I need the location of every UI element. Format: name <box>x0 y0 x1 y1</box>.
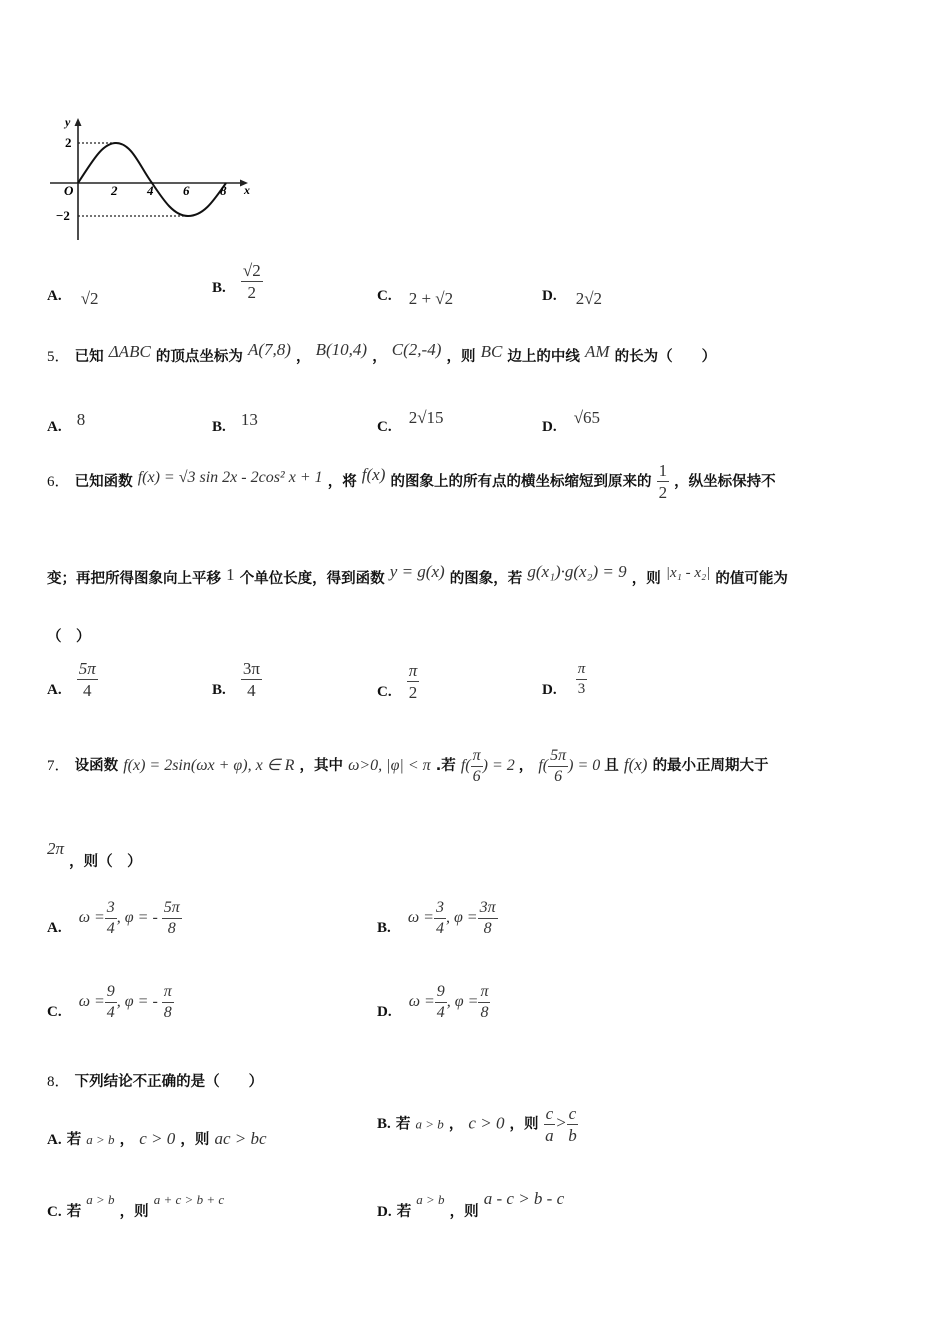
q7-function-def: f(x) = 2sin(ωx + φ), x ∈ R <box>123 757 295 775</box>
fraction-denominator: 4 <box>435 920 444 937</box>
q5-option-a[interactable] <box>47 410 86 435</box>
q5-point-b: B(10,4) <box>315 340 368 359</box>
q7-text-2: ，其中 <box>299 758 343 775</box>
option-text: ，则 <box>509 1116 539 1133</box>
option-label: D. <box>542 288 557 304</box>
option-text: 若 <box>396 1204 412 1220</box>
fraction-numerator: 5π <box>162 900 182 919</box>
q5-option-b[interactable] <box>212 410 258 435</box>
option-math-2: a + c > b + c <box>153 1192 225 1207</box>
option-value: 2√2 <box>575 289 603 308</box>
option-math-1: a > b <box>86 1192 115 1207</box>
fraction-numerator: π <box>471 748 483 767</box>
q5-text-4: 边上的中线 <box>507 349 580 365</box>
fraction-denominator: 6 <box>554 768 563 785</box>
option-value: √65 <box>573 408 601 427</box>
q4-option-b[interactable] <box>212 262 263 301</box>
q8-option-c[interactable] <box>47 1188 225 1220</box>
option-value: 13 <box>240 410 258 429</box>
fraction-denominator: 2 <box>658 483 668 502</box>
option-label: A. <box>47 419 62 435</box>
x-tick-6: 6 <box>183 183 190 198</box>
sine-graph <box>40 112 270 247</box>
q6-option-b[interactable] <box>212 660 262 699</box>
option-math-3: ac > bc <box>214 1129 267 1148</box>
fraction-numerator: 3 <box>434 900 446 919</box>
q7-condition: ω>0, |φ| < π <box>348 757 431 775</box>
q7-text-4: 且 <box>604 758 619 775</box>
q4-option-c[interactable] <box>377 285 454 308</box>
fraction-numerator: π <box>408 661 418 680</box>
option-label: C. <box>47 1204 62 1220</box>
sine-curve <box>78 143 226 216</box>
option-fraction <box>576 662 588 697</box>
option-label: D. <box>377 1204 392 1220</box>
q7-text-5: 的最小正周期大于 <box>652 758 769 775</box>
q5-sep-2: ， <box>372 349 387 365</box>
q5-side-bc: BC <box>480 342 503 361</box>
option-label: A. <box>47 920 62 937</box>
q7-option-a[interactable] <box>47 900 182 937</box>
option-label: C. <box>47 1004 62 1021</box>
fraction-c-over-a <box>544 1105 556 1144</box>
omega-fraction <box>105 984 117 1021</box>
fraction-denominator: 2 <box>247 283 257 302</box>
q7-f1-pre: f( <box>460 757 471 775</box>
y-tick-neg2: −2 <box>56 208 70 223</box>
option-label: D. <box>542 419 557 435</box>
q6-stem-line2 <box>47 562 788 588</box>
q6-abs-diff: |x₁ - x₂| <box>665 565 711 581</box>
q7-f2-post: ) = 0 <box>568 757 601 775</box>
q6-text-7: 的图象，若 <box>449 571 523 587</box>
fraction-numerator: 3π <box>478 900 498 919</box>
phi-fraction <box>478 900 498 937</box>
fraction-denominator: 8 <box>483 920 492 937</box>
q6-condition: g(x₁)·g(x₂) = 9 <box>527 562 627 581</box>
fraction-denominator: 3 <box>577 681 586 697</box>
fraction-denominator: 4 <box>106 1004 115 1021</box>
q8-text: 下列结论不正确的是（ ） <box>74 1074 264 1090</box>
q7-text-3: .若 <box>435 758 456 775</box>
option-math-2: a - c > b - c <box>483 1189 565 1208</box>
q5-median-am: AM <box>584 342 610 361</box>
omega-fraction <box>435 984 447 1021</box>
fraction-numerator: π <box>478 984 490 1003</box>
option-label: B. <box>212 280 226 296</box>
option-math-3 <box>544 1104 579 1145</box>
option-label: B. <box>212 419 226 435</box>
option-math-1: a > b <box>416 1192 445 1207</box>
question-number: 8． <box>47 1074 70 1090</box>
option-text: ，则 <box>449 1204 479 1220</box>
q6-function-def: f(x) = √3 sin 2x - 2cos² x + 1 <box>137 469 323 486</box>
fraction-numerator: π <box>162 984 174 1003</box>
option-fraction <box>407 662 420 701</box>
option-label: A. <box>47 288 62 304</box>
question-number: 7． <box>47 758 70 775</box>
fraction-numerator: √2 <box>242 261 261 280</box>
option-value: ω = $\frac{9}{4}$ , φ = - $\frac{\pi}{8}$ <box>78 983 172 1021</box>
q6-option-a[interactable] <box>47 660 98 699</box>
q5-point-c: C(2,-4) <box>391 340 442 359</box>
q7-text-1: 设函数 <box>74 758 119 775</box>
q5-text-3: ，则 <box>446 349 476 365</box>
fraction-denominator: 8 <box>480 1004 489 1021</box>
omega-fraction <box>434 900 446 937</box>
option-text: ， <box>119 1132 135 1148</box>
q4-option-d[interactable] <box>542 285 603 308</box>
question-number: 6． <box>47 474 70 490</box>
q6-text-8: ，则 <box>631 571 661 587</box>
fraction-numerator: 1 <box>658 461 668 480</box>
q6-text-1: 已知函数 <box>74 474 133 490</box>
x-tick-8: 8 <box>220 183 227 198</box>
fraction-numerator: π <box>576 662 588 680</box>
option-label: B. <box>212 682 226 698</box>
q5-text-5: 的长为（ ） <box>614 349 717 365</box>
option-math-2: c > 0 <box>139 1129 176 1148</box>
fraction-numerator: 5π <box>78 659 96 678</box>
option-fraction <box>241 660 262 699</box>
option-math-1: a > b <box>415 1116 444 1132</box>
q6-text-4: ，纵坐标保持不 <box>674 474 776 490</box>
fraction-denominator: 8 <box>167 920 176 937</box>
question-number: 5． <box>47 349 70 365</box>
q7-option-d[interactable] <box>377 984 490 1021</box>
x-tick-4: 4 <box>147 183 154 198</box>
phi-fraction <box>162 984 174 1021</box>
q5-option-c[interactable] <box>377 408 444 435</box>
option-label: B. <box>377 920 391 937</box>
q7-sep: ， <box>518 758 534 775</box>
q6-text-9: 的值可能为 <box>715 571 788 587</box>
option-text: ，则 <box>119 1204 149 1220</box>
option-label: C. <box>377 419 392 435</box>
y-axis-arrow-icon <box>75 118 82 126</box>
option-math-1: a > b <box>86 1132 115 1147</box>
q6-gx: y = g(x) <box>389 562 445 581</box>
option-value: 8 <box>76 410 86 429</box>
q6-text-3: 的图象上的所有点的横坐标缩短到原来的 <box>390 474 652 490</box>
option-text: 若 <box>66 1132 82 1148</box>
fraction-denominator: 4 <box>106 920 115 937</box>
q5-option-d[interactable] <box>542 408 601 435</box>
fraction-denominator: 4 <box>247 681 256 700</box>
x-tick-2: 2 <box>111 183 118 198</box>
option-value: ω = $\frac{9}{4}$ , φ = $\frac{\pi}{8}$ <box>408 983 489 1021</box>
phi-fraction <box>162 900 182 937</box>
option-label: C. <box>377 684 392 700</box>
fraction-numerator: 9 <box>435 984 447 1003</box>
q6-one: 1 <box>226 565 235 584</box>
fraction-denominator: b <box>568 1126 577 1145</box>
option-text: 若 <box>395 1116 411 1133</box>
q7-option-c[interactable] <box>47 984 174 1021</box>
q6-text-6: 个单位长度，得到函数 <box>239 571 385 587</box>
y-axis-label: y <box>65 115 71 129</box>
origin-label: O <box>64 183 74 198</box>
option-text: 若 <box>66 1204 82 1220</box>
q7-two-pi: 2π <box>47 839 65 858</box>
q7-option-b[interactable] <box>377 900 498 937</box>
option-value: √2 <box>80 289 99 308</box>
option-text: ，则 <box>180 1132 210 1148</box>
q6-text-2: ，将 <box>327 474 357 490</box>
q6-option-d[interactable] <box>542 662 587 697</box>
fraction-numerator: 3π <box>242 659 260 678</box>
fraction-numerator: c <box>545 1104 554 1123</box>
option-label: D. <box>542 682 557 698</box>
option-text: ， <box>448 1116 464 1133</box>
q6-text-5: 变；再把所得图象向上平移 <box>47 571 221 587</box>
fraction-denominator: 6 <box>472 768 481 785</box>
q5-point-a: A(7,8) <box>247 340 291 359</box>
q6-half <box>657 462 670 501</box>
fraction-numerator: 9 <box>105 984 117 1003</box>
option-label: C. <box>377 288 392 304</box>
q7-f1-frac <box>471 748 483 785</box>
fraction-numerator: 3 <box>105 900 117 919</box>
omega-fraction <box>105 900 117 937</box>
option-math-2: c > 0 <box>468 1113 505 1133</box>
option-label: A. <box>47 682 62 698</box>
fraction-denominator: 4 <box>436 1004 445 1021</box>
q7-stem-line1 <box>47 748 769 785</box>
q7-f1 <box>460 747 519 785</box>
option-fraction <box>77 660 98 699</box>
q7-f1-post: ) = 2 <box>482 757 515 775</box>
option-fraction <box>241 262 263 301</box>
q7-fx: f(x) <box>623 755 648 775</box>
q8-option-d[interactable] <box>377 1188 565 1220</box>
x-axis-label: x <box>244 183 250 197</box>
fraction-c-over-b <box>567 1105 579 1144</box>
y-tick-2: 2 <box>65 135 72 150</box>
q6-stem-line1 <box>47 462 776 501</box>
fraction-numerator: c <box>568 1104 577 1123</box>
option-label: D. <box>377 1004 392 1021</box>
q6-option-c[interactable] <box>377 662 419 701</box>
q6-blank: （ ） <box>47 629 91 645</box>
q8-stem <box>47 1070 263 1091</box>
q7-stem-line2 <box>47 839 142 870</box>
q6-fx: f(x) <box>361 465 386 484</box>
q7-text-6: ，则（ ） <box>69 854 142 870</box>
q8-option-b[interactable] <box>377 1105 578 1144</box>
q4-option-a[interactable] <box>47 285 99 308</box>
q8-option-a[interactable] <box>47 1128 267 1149</box>
fraction-denominator: 4 <box>82 681 92 700</box>
phi-sign: - <box>152 909 158 927</box>
fraction-numerator: 5π <box>548 748 568 767</box>
phi-sign: - <box>152 993 158 1011</box>
fraction-denominator: 8 <box>163 1004 172 1021</box>
q7-f2-pre: f( <box>538 757 549 775</box>
q5-text-2: 的顶点坐标为 <box>155 349 243 365</box>
phi-fraction <box>478 984 490 1021</box>
fraction-denominator: 2 <box>408 683 418 702</box>
option-value: 2 + √2 <box>408 289 454 308</box>
q7-f2-frac <box>548 748 568 785</box>
fraction-denominator: a <box>545 1126 554 1145</box>
q5-text-1: 已知 <box>74 349 104 365</box>
option-value: 2√15 <box>408 408 444 427</box>
q5-triangle: ΔABC <box>108 342 151 361</box>
option-value: ω = $\frac{3}{4}$ , φ = - $\frac{5\pi}{8}$ <box>78 899 180 937</box>
option-label: A. <box>47 1132 62 1148</box>
option-label: B. <box>377 1116 391 1133</box>
q5-stem <box>47 340 717 366</box>
option-value: ω = $\frac{3}{4}$ , φ = $\frac{3\pi}{8}$ <box>407 899 496 937</box>
q5-sep-1: ， <box>296 349 311 365</box>
greater-than: > <box>555 1113 567 1133</box>
